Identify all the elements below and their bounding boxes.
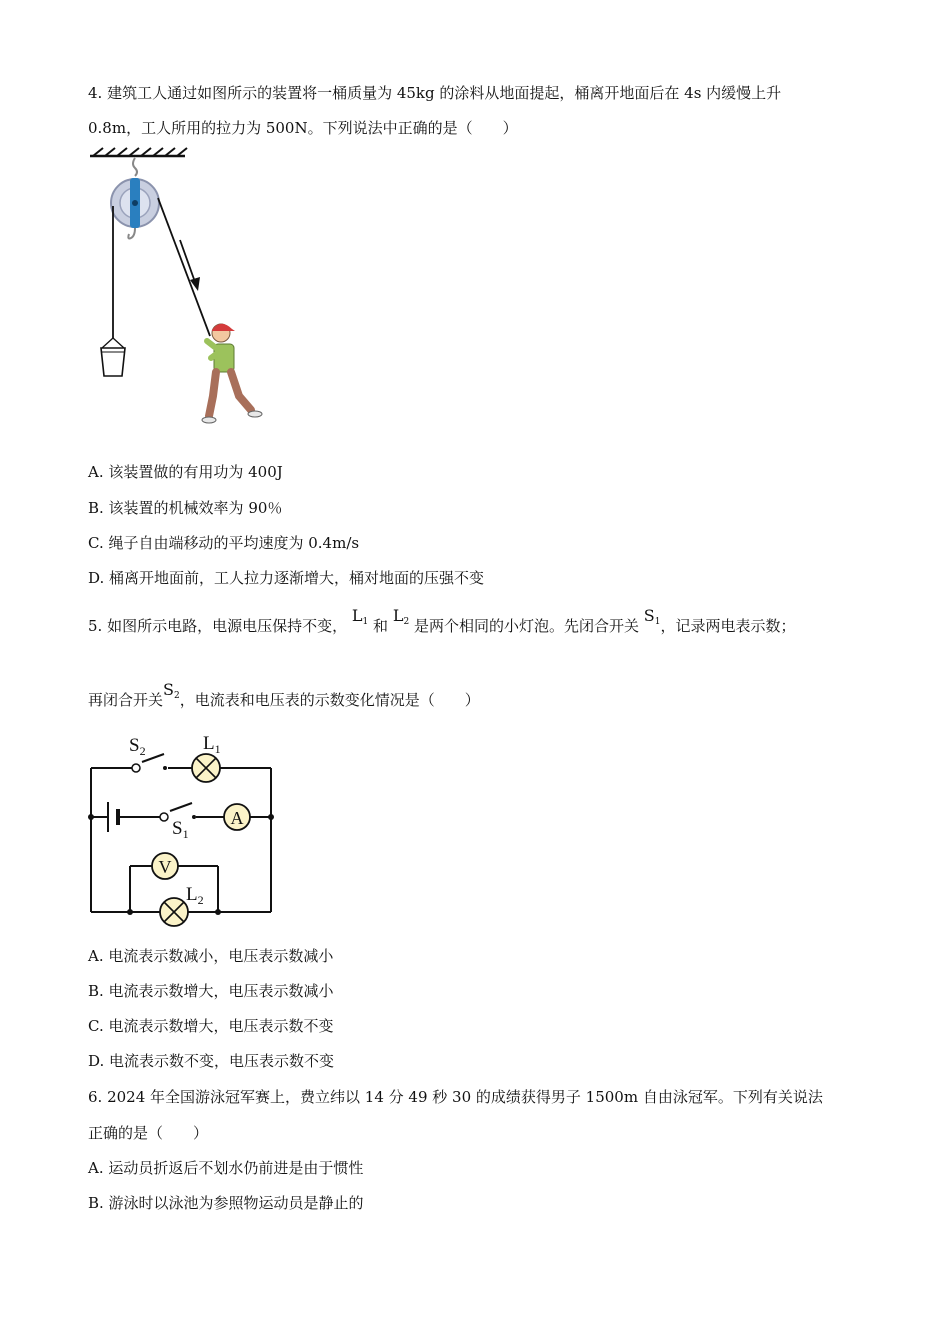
q4-option-d: D. 桶离开地面前，工人拉力逐渐增大，桶对地面的压强不变 — [88, 569, 485, 587]
svg-text:A: A — [230, 808, 244, 828]
label-l1: $L_1$ — [203, 733, 221, 756]
voltmeter-icon — [152, 853, 178, 879]
q6-option-b: B. 游泳时以泳池为参照物运动员是静止的 — [88, 1194, 364, 1212]
q5-option-d: D. 电流表示数不变，电压表示数不变 — [88, 1052, 335, 1070]
q4-option-c: C. 绳子自由端移动的平均速度为 0.4m/s — [88, 534, 360, 552]
q6-stem-line2: 正确的是（ ） — [88, 1124, 209, 1142]
pulley-figure — [85, 148, 275, 438]
q4-option-b: B. 该装置的机械效率为 90％ — [88, 499, 283, 517]
battery-icon — [108, 802, 118, 832]
svg-text:V: V — [158, 857, 172, 877]
q5-stem-line1: 5. 如图所示电路，电源电压保持不变， $L_1$ 和 $L_2$ 是两个相同的小灯泡。先闭合开关 $S_1$，记录两电表示数； — [88, 606, 796, 635]
label-s2: $S_2$ — [129, 735, 146, 758]
worker-icon — [202, 324, 262, 423]
lamp-l2-icon — [160, 898, 188, 926]
lamp-l1-icon — [192, 754, 220, 782]
label-l2: $L_2$ — [186, 884, 204, 907]
bucket-icon — [101, 338, 125, 376]
q5-option-b: B. 电流表示数增大，电压表示数减小 — [88, 982, 334, 1000]
pulley-icon — [111, 178, 159, 239]
q5-option-c: C. 电流表示数增大，电压表示数不变 — [88, 1017, 334, 1035]
label-s1: $S_1$ — [172, 818, 189, 841]
q4-stem-line1: 4. 建筑工人通过如图所示的装置将一桶质量为 45kg 的涂料从地面提起，桶离开地面后在 4s 内缓慢上升 — [88, 84, 782, 102]
switch-s2-icon — [132, 764, 167, 772]
ammeter-icon — [224, 804, 250, 830]
q5-option-a: A. 电流表示数减小，电压表示数减小 — [88, 947, 334, 965]
q4-option-a: A. 该装置做的有用功为 400J — [88, 463, 283, 481]
q5-stem-line2: 再闭合开关$S_2$，电流表和电压表的示数变化情况是（ ） — [88, 680, 480, 709]
q6-option-a: A. 运动员折返后不划水仍前进是由于惯性 — [88, 1159, 364, 1177]
q4-stem-line2: 0.8m，工人所用的拉力为 500N。下列说法中正确的是（ ） — [88, 119, 518, 137]
circuit-diagram — [86, 728, 286, 923]
q6-stem-line1: 6. 2024 年全国游泳冠军赛上，费立纬以 14 分 49 秒 30 的成绩获得男子 1500m 自由泳冠军。下列有关说法 — [88, 1088, 823, 1106]
